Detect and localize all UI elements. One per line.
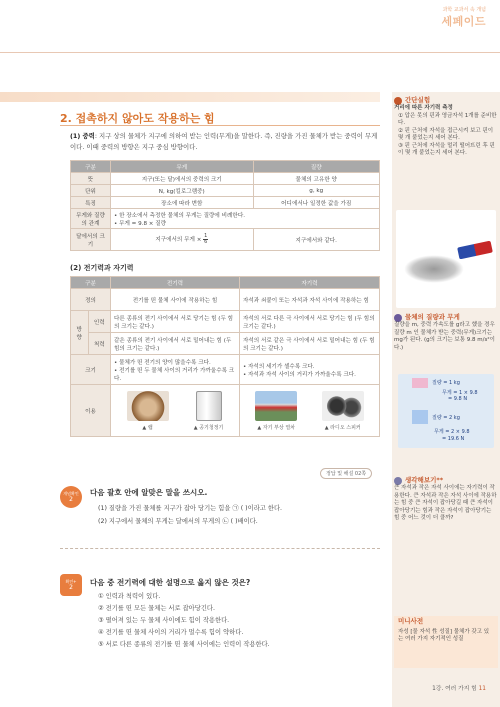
figure-label: 무게 = 1 × 9.8 (442, 390, 478, 396)
footer (432, 683, 486, 692)
figure-label: = 9.8 N (448, 396, 468, 402)
header-title: 세페이드 (441, 15, 486, 28)
fraction-denominator: 6 (204, 239, 208, 245)
maglev-train-image (255, 391, 297, 421)
use-item: ▲ 자기 부상 열차 (255, 391, 297, 431)
section-title: 2. 접촉하지 않아도 작용하는 힘 (60, 112, 215, 125)
table-row (71, 197, 380, 209)
row-sublabel: 인력 (88, 311, 111, 333)
figure-label: = 19.6 N (442, 436, 465, 442)
cell: 같은 종류의 전기 사이에서 서로 밀어내는 힘 (두 힘의 크기는 같다.) (111, 333, 240, 355)
footer-chapter: 1강. 여러 가지 힘 (432, 686, 477, 692)
em-table (70, 276, 380, 437)
size-line: • 전기를 띤 두 물체 사이의 거리가 가까울수록 크다. (114, 367, 235, 382)
table-row (71, 185, 380, 197)
table-row (71, 355, 380, 385)
figure-label: 질량 = 2 kg (432, 415, 460, 421)
cell: 장소에 따라 변함 (111, 197, 254, 209)
row-label: 뜻 (71, 173, 111, 185)
em-table-header: 구분 (71, 277, 111, 289)
q1-badge-label: 개념확인 (63, 491, 79, 496)
q2-choice[interactable]: ③ 떨어져 있는 두 물체 사이에도 힘이 작용한다. (98, 617, 230, 624)
side-think-text: 큰 자석과 작은 자석 사이에는 자기력이 작용한다. 큰 자석과 작은 자석 사이에 작용하는 힘 중 큰 자석이 잡아당길 때 큰 자석이 잡아당기는 힘과 작은 자석이 잡아당기는 힘 중 어느 것이 더 클까? (394, 485, 497, 521)
side-think (394, 477, 498, 523)
row-label: 특징 (71, 197, 111, 209)
mass-block-icon (412, 378, 428, 388)
cell: N, kg(킬로그램중) (111, 185, 254, 197)
table-row (71, 289, 380, 311)
size-line: • 물체가 띤 전기의 양이 많을수록 크다. (114, 359, 211, 366)
q2-choice[interactable]: ⑤ 서로 다른 종류의 전기를 띤 물체 사이에는 인력이 작용한다. (98, 641, 270, 648)
gravity-table (70, 160, 380, 251)
gravity-table-header: 구분 (71, 161, 111, 173)
table-row (71, 173, 380, 185)
side-experiment-step: ② 핀 근처에 자석을 접근시켜 보고 핀이 몇 개 붙었는지 세어 본다. (398, 127, 494, 141)
mass-block-icon (412, 410, 428, 424)
cell: 다른 종류의 전기 사이에서 서로 당기는 힘 (두 힘의 크기는 같다.) (111, 311, 240, 333)
use-caption: 라디오 스피커 (330, 424, 361, 431)
top-divider (0, 52, 500, 53)
q2-choices (98, 591, 270, 651)
q1-badge (60, 486, 82, 508)
flask-icon (394, 97, 402, 105)
q1-badge-number: 2 (69, 496, 73, 503)
q2-choice[interactable]: ② 전기를 띤 모든 물체는 서로 잡아당긴다. (98, 605, 215, 612)
table-row (71, 385, 380, 437)
side-experiment-step: ③ 핀 근처에 자석을 멀리 떨어뜨린 후 핀이 몇 개 붙었는지 세어 본다. (398, 142, 495, 156)
cell (111, 355, 240, 385)
answer-reference: 정답 및 해설 02쪽 (320, 468, 372, 479)
side-dictionary-title: 미니사전 (398, 617, 424, 625)
use-caption: 자기 부상 열차 (262, 424, 296, 431)
q1-item-2: (2) 지구에서 물체의 무게는 달에서의 무게의 ㉡ ( )배이다. (98, 518, 258, 525)
cell (239, 355, 379, 385)
table-row (71, 229, 380, 251)
bulb-icon (394, 314, 402, 322)
em-table-header: 자기력 (239, 277, 379, 289)
q2-badge (60, 574, 82, 596)
q1-item-1: (1) 질량을 가진 물체를 지구가 잡아 당기는 힘을 ㉠ ( )이라고 한다. (98, 505, 283, 512)
side-experiment-title: 간단실험 (405, 96, 431, 105)
relation-cell (111, 209, 380, 229)
use-item: ▲ 공기청정기 (194, 391, 224, 431)
top-band (0, 92, 380, 102)
side-mass-weight (394, 314, 498, 352)
cell: 자석의 서로 다른 극 사이에서 서로 당기는 힘 (두 힘의 크기는 같다.) (239, 311, 379, 333)
em-table-header: 전기력 (111, 277, 240, 289)
moon-weight-text: 지구에서의 무게 × (155, 237, 202, 243)
moon-weight-cell (111, 229, 254, 251)
side-think-title: 생각해보기** (405, 476, 444, 485)
pins-pile-image (404, 255, 464, 283)
cell: 전기를 띤 물체 사이에 작용하는 힘 (111, 289, 240, 311)
q2-badge-number: 2 (69, 584, 73, 591)
gravity-table-header: 질량 (253, 161, 380, 173)
side-experiment (394, 97, 498, 158)
relation-line: • 한 장소에서 측정한 물체의 무게는 질량에 비례한다. (114, 212, 245, 219)
row-label: 무게와 질량의 관계 (71, 209, 111, 229)
use-item: ▲ 라디오 스피커 (322, 391, 364, 431)
relation-line: • 무게 = 9.8 × 질량 (114, 220, 167, 227)
row-label: 달에서의 크기 (71, 229, 111, 251)
cell: 지구에서와 같다. (253, 229, 380, 251)
row-label: 크기 (71, 355, 111, 385)
table-row (71, 311, 380, 333)
radio-speaker-image (322, 391, 364, 421)
gravity-paragraph (70, 131, 380, 153)
gravity-table-header: 무게 (111, 161, 254, 173)
gravity-text: : 지구 상의 물체가 지구에 의하여 받는 인력(무게)을 말한다. 즉, 진량을 가진 물체가 받는 중력이 무게이다. 이때 중력의 방향은 지구 중심 방향이다. (70, 132, 378, 151)
side-mass-weight-text: 질량을 m, 중력 가속도를 g라고 했을 경우 질량 m 인 물체가 받는 중력(무게)크기는 mg가 된다. (g의 크기는 보통 9.8 m/s²이다.) (394, 322, 495, 351)
row-sublabel: 척력 (88, 333, 111, 355)
cell: 자석과 쇠붙이 또는 자석과 자석 사이에 작용하는 힘 (239, 289, 379, 311)
cell: 자석의 서로 같은 극 사이에서 서로 밀어내는 힘 (두 힘의 크기는 같다.) (239, 333, 379, 355)
cell: 물체의 고유한 양 (253, 173, 380, 185)
page-number: 11 (478, 686, 486, 692)
cell: 어디에서나 일정한 값을 가짐 (253, 197, 380, 209)
side-think-head (394, 477, 498, 485)
row-label: 방향 (71, 311, 89, 355)
magnet-image (457, 241, 493, 260)
figure-label: 질량 = 1 kg (432, 380, 460, 386)
air-purifier-image (196, 391, 222, 421)
q2-choice[interactable]: ① 인력과 척력이 있다. (98, 593, 161, 600)
side-dictionary-text: 자성 [물 자석 性 성질] 물체가 갖고 있는 여러 가지 자기적인 성질 (398, 628, 490, 642)
header-subtitle: 과학 교과서 속 개념 (442, 7, 486, 13)
side-mass-weight-title: 물체의 질량과 무게 (405, 313, 460, 322)
side-experiment-step: ① 압은 못의 핀과 영금자석 1개를 준비한다. (398, 112, 497, 126)
wrap-image (127, 391, 169, 421)
gravity-label: (1) 중력 (70, 132, 95, 140)
row-label: 이용 (71, 385, 111, 437)
side-experiment-subtitle: 거리에 따른 자기력 측정 (394, 105, 453, 111)
q2-choice[interactable]: ④ 전기를 띤 물체 사이의 거리가 멀수록 힘이 약하다. (98, 629, 244, 636)
row-label: 정의 (71, 289, 111, 311)
magnet-experiment-photo (396, 210, 496, 308)
size-line: • 자석과 자석 사이의 거리가 가까울수록 크다. (242, 371, 356, 378)
row-label: 단위 (71, 185, 111, 197)
figure-label: 무게 = 2 × 9.8 (434, 429, 470, 435)
size-line: • 자석의 세기가 셀수록 크다. (242, 363, 315, 370)
cell: 지구(또는 달)에서의 중력의 크기 (111, 173, 254, 185)
use-caption: 랩 (147, 424, 153, 431)
cell: g, kg (253, 185, 380, 197)
header-brand (441, 6, 486, 29)
mass-weight-figure (398, 374, 494, 448)
q1-prompt: 다음 괄호 안에 알맞은 말을 쓰시오. (90, 488, 208, 497)
side-dictionary (398, 618, 494, 644)
fraction-numerator: 1 (204, 233, 208, 239)
side-experiment-head (394, 97, 498, 105)
em-subtitle: (2) 전기력과 자기력 (70, 264, 134, 272)
q2-badge-label: 확인+ (65, 579, 77, 584)
fraction (203, 234, 208, 245)
table-row (71, 333, 380, 355)
q2-prompt: 다음 중 전기력에 대한 설명으로 옳지 않은 것은? (90, 578, 251, 587)
side-mass-weight-head (394, 314, 498, 322)
question-icon (394, 477, 402, 485)
use-caption: 공기청정기 (199, 424, 224, 431)
table-row (71, 209, 380, 229)
section-rule (60, 125, 380, 126)
use-item: ▲ 랩 (127, 391, 169, 431)
uses-magnetic (239, 385, 379, 437)
uses-electric (111, 385, 240, 437)
question-divider (60, 548, 380, 549)
